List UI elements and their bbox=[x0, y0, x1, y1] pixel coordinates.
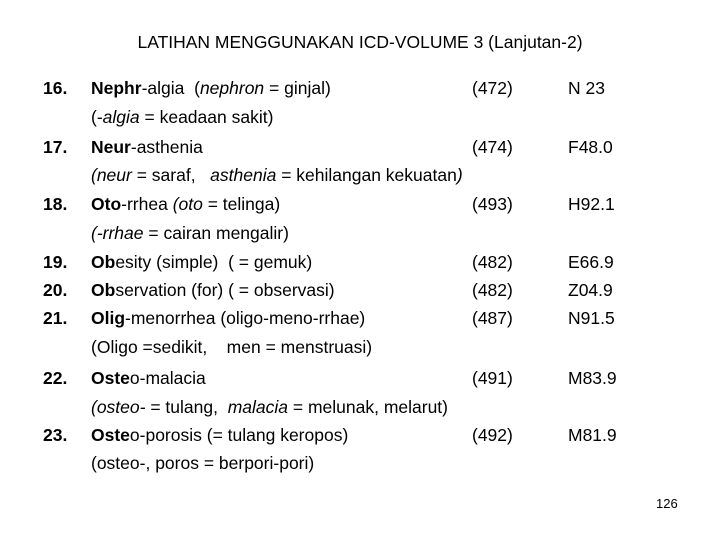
term-rest: -asthenia bbox=[130, 137, 203, 157]
term-rest: -algia bbox=[141, 78, 185, 98]
list-item bbox=[0, 421, 720, 449]
icd-code: N 23 bbox=[568, 78, 605, 98]
explanation-italic: malacia bbox=[227, 397, 288, 417]
item-number: 18. bbox=[43, 194, 68, 214]
explanation-italic: (osteo- bbox=[91, 397, 146, 417]
explanation-italic: asthenia bbox=[210, 165, 277, 185]
page-ref: (482) bbox=[472, 280, 513, 300]
term-bold: Ob bbox=[91, 252, 116, 272]
icd-code: H92.1 bbox=[568, 194, 615, 214]
term-rest: servation (for) ( = observasi) bbox=[115, 280, 335, 300]
note-italic: (oto bbox=[172, 194, 203, 214]
explanation-italic: (neur bbox=[91, 165, 132, 185]
list-item bbox=[0, 74, 720, 102]
term-rest: -rrhea bbox=[121, 194, 173, 214]
term-rest: o-porosis (= tulang keropos) bbox=[129, 425, 349, 445]
term-rest: o-malacia bbox=[129, 368, 206, 388]
explanation-plain: = cairan mengalir) bbox=[143, 223, 289, 243]
page-ref: (493) bbox=[472, 194, 513, 214]
note-post: = ginjal) bbox=[264, 78, 331, 98]
term-bold: Ob bbox=[91, 280, 116, 300]
explanation-post: = keadaan sakit) bbox=[139, 107, 274, 127]
list-item-subline bbox=[0, 219, 720, 247]
term-bold: Oto bbox=[91, 194, 122, 214]
term-bold: Olig bbox=[91, 308, 126, 328]
icd-code: M83.9 bbox=[568, 368, 617, 388]
item-number: 19. bbox=[43, 252, 68, 272]
term bbox=[91, 304, 365, 332]
term-rest: -menorrhea (oligo-meno-rrhae) bbox=[125, 308, 366, 328]
list-item-subline bbox=[0, 393, 720, 421]
page-number: 126 bbox=[656, 496, 678, 511]
item-number: 16. bbox=[43, 78, 68, 98]
explanation-italic: algia bbox=[102, 107, 140, 127]
list-item bbox=[0, 248, 720, 276]
term-bold: Oste bbox=[91, 368, 130, 388]
term-bold: Oste bbox=[91, 425, 130, 445]
explanation-plain: = saraf, bbox=[131, 165, 211, 185]
term-bold: Nephr bbox=[91, 78, 142, 98]
term bbox=[91, 421, 348, 449]
item-number: 21. bbox=[43, 308, 68, 328]
explanation: (osteo-, poros = berpori-pori) bbox=[91, 453, 315, 473]
page-ref: (492) bbox=[472, 425, 513, 445]
icd-code: Z04.9 bbox=[568, 280, 613, 300]
slide-title: LATIHAN MENGGUNAKAN ICD-VOLUME 3 (Lanjutan-2) bbox=[137, 32, 583, 52]
explanation: (Oligo =sedikit, men = menstruasi) bbox=[91, 337, 373, 357]
term bbox=[91, 248, 312, 276]
list-item bbox=[0, 304, 720, 332]
explanation-italic: (-rrhae bbox=[91, 223, 144, 243]
item-number: 22. bbox=[43, 368, 68, 388]
item-number: 23. bbox=[43, 425, 68, 445]
list-item-subline bbox=[0, 449, 720, 477]
explanation bbox=[91, 103, 273, 131]
term bbox=[91, 276, 335, 304]
icd-code: F48.0 bbox=[568, 137, 613, 157]
explanation-plain: = kehilangan kekuatan bbox=[276, 165, 457, 185]
list-item bbox=[0, 364, 720, 392]
explanation-plain: = tulang, bbox=[145, 397, 228, 417]
term bbox=[91, 364, 206, 392]
page-ref: (472) bbox=[472, 78, 513, 98]
list-item bbox=[0, 276, 720, 304]
term bbox=[91, 190, 280, 218]
list-item bbox=[0, 133, 720, 161]
icd-code: N91.5 bbox=[568, 308, 615, 328]
list-item-subline bbox=[0, 333, 720, 361]
icd-code: E66.9 bbox=[568, 252, 614, 272]
explanation bbox=[91, 161, 463, 189]
explanation-plain: = melunak, melarut) bbox=[288, 397, 448, 417]
list-item-subline bbox=[0, 103, 720, 131]
page-ref: (487) bbox=[472, 308, 513, 328]
explanation-italic: ) bbox=[456, 165, 463, 185]
icd-code: M81.9 bbox=[568, 425, 617, 445]
term bbox=[91, 133, 203, 161]
page-ref: (474) bbox=[472, 137, 513, 157]
note-post: = telinga) bbox=[202, 194, 281, 214]
item-number: 17. bbox=[43, 137, 68, 157]
list-item-subline bbox=[0, 161, 720, 189]
item-number: 20. bbox=[43, 280, 68, 300]
page-ref: (491) bbox=[472, 368, 513, 388]
term-rest: esity (simple) ( = gemuk) bbox=[115, 252, 313, 272]
page-ref: (482) bbox=[472, 252, 513, 272]
explanation bbox=[91, 393, 448, 421]
term bbox=[91, 74, 331, 102]
list-item bbox=[0, 190, 720, 218]
explanation-pre: (- bbox=[91, 107, 103, 127]
explanation bbox=[91, 219, 289, 247]
note-pre: ( bbox=[194, 78, 200, 98]
term-bold: Neur bbox=[91, 137, 131, 157]
note-italic: nephron bbox=[199, 78, 265, 98]
